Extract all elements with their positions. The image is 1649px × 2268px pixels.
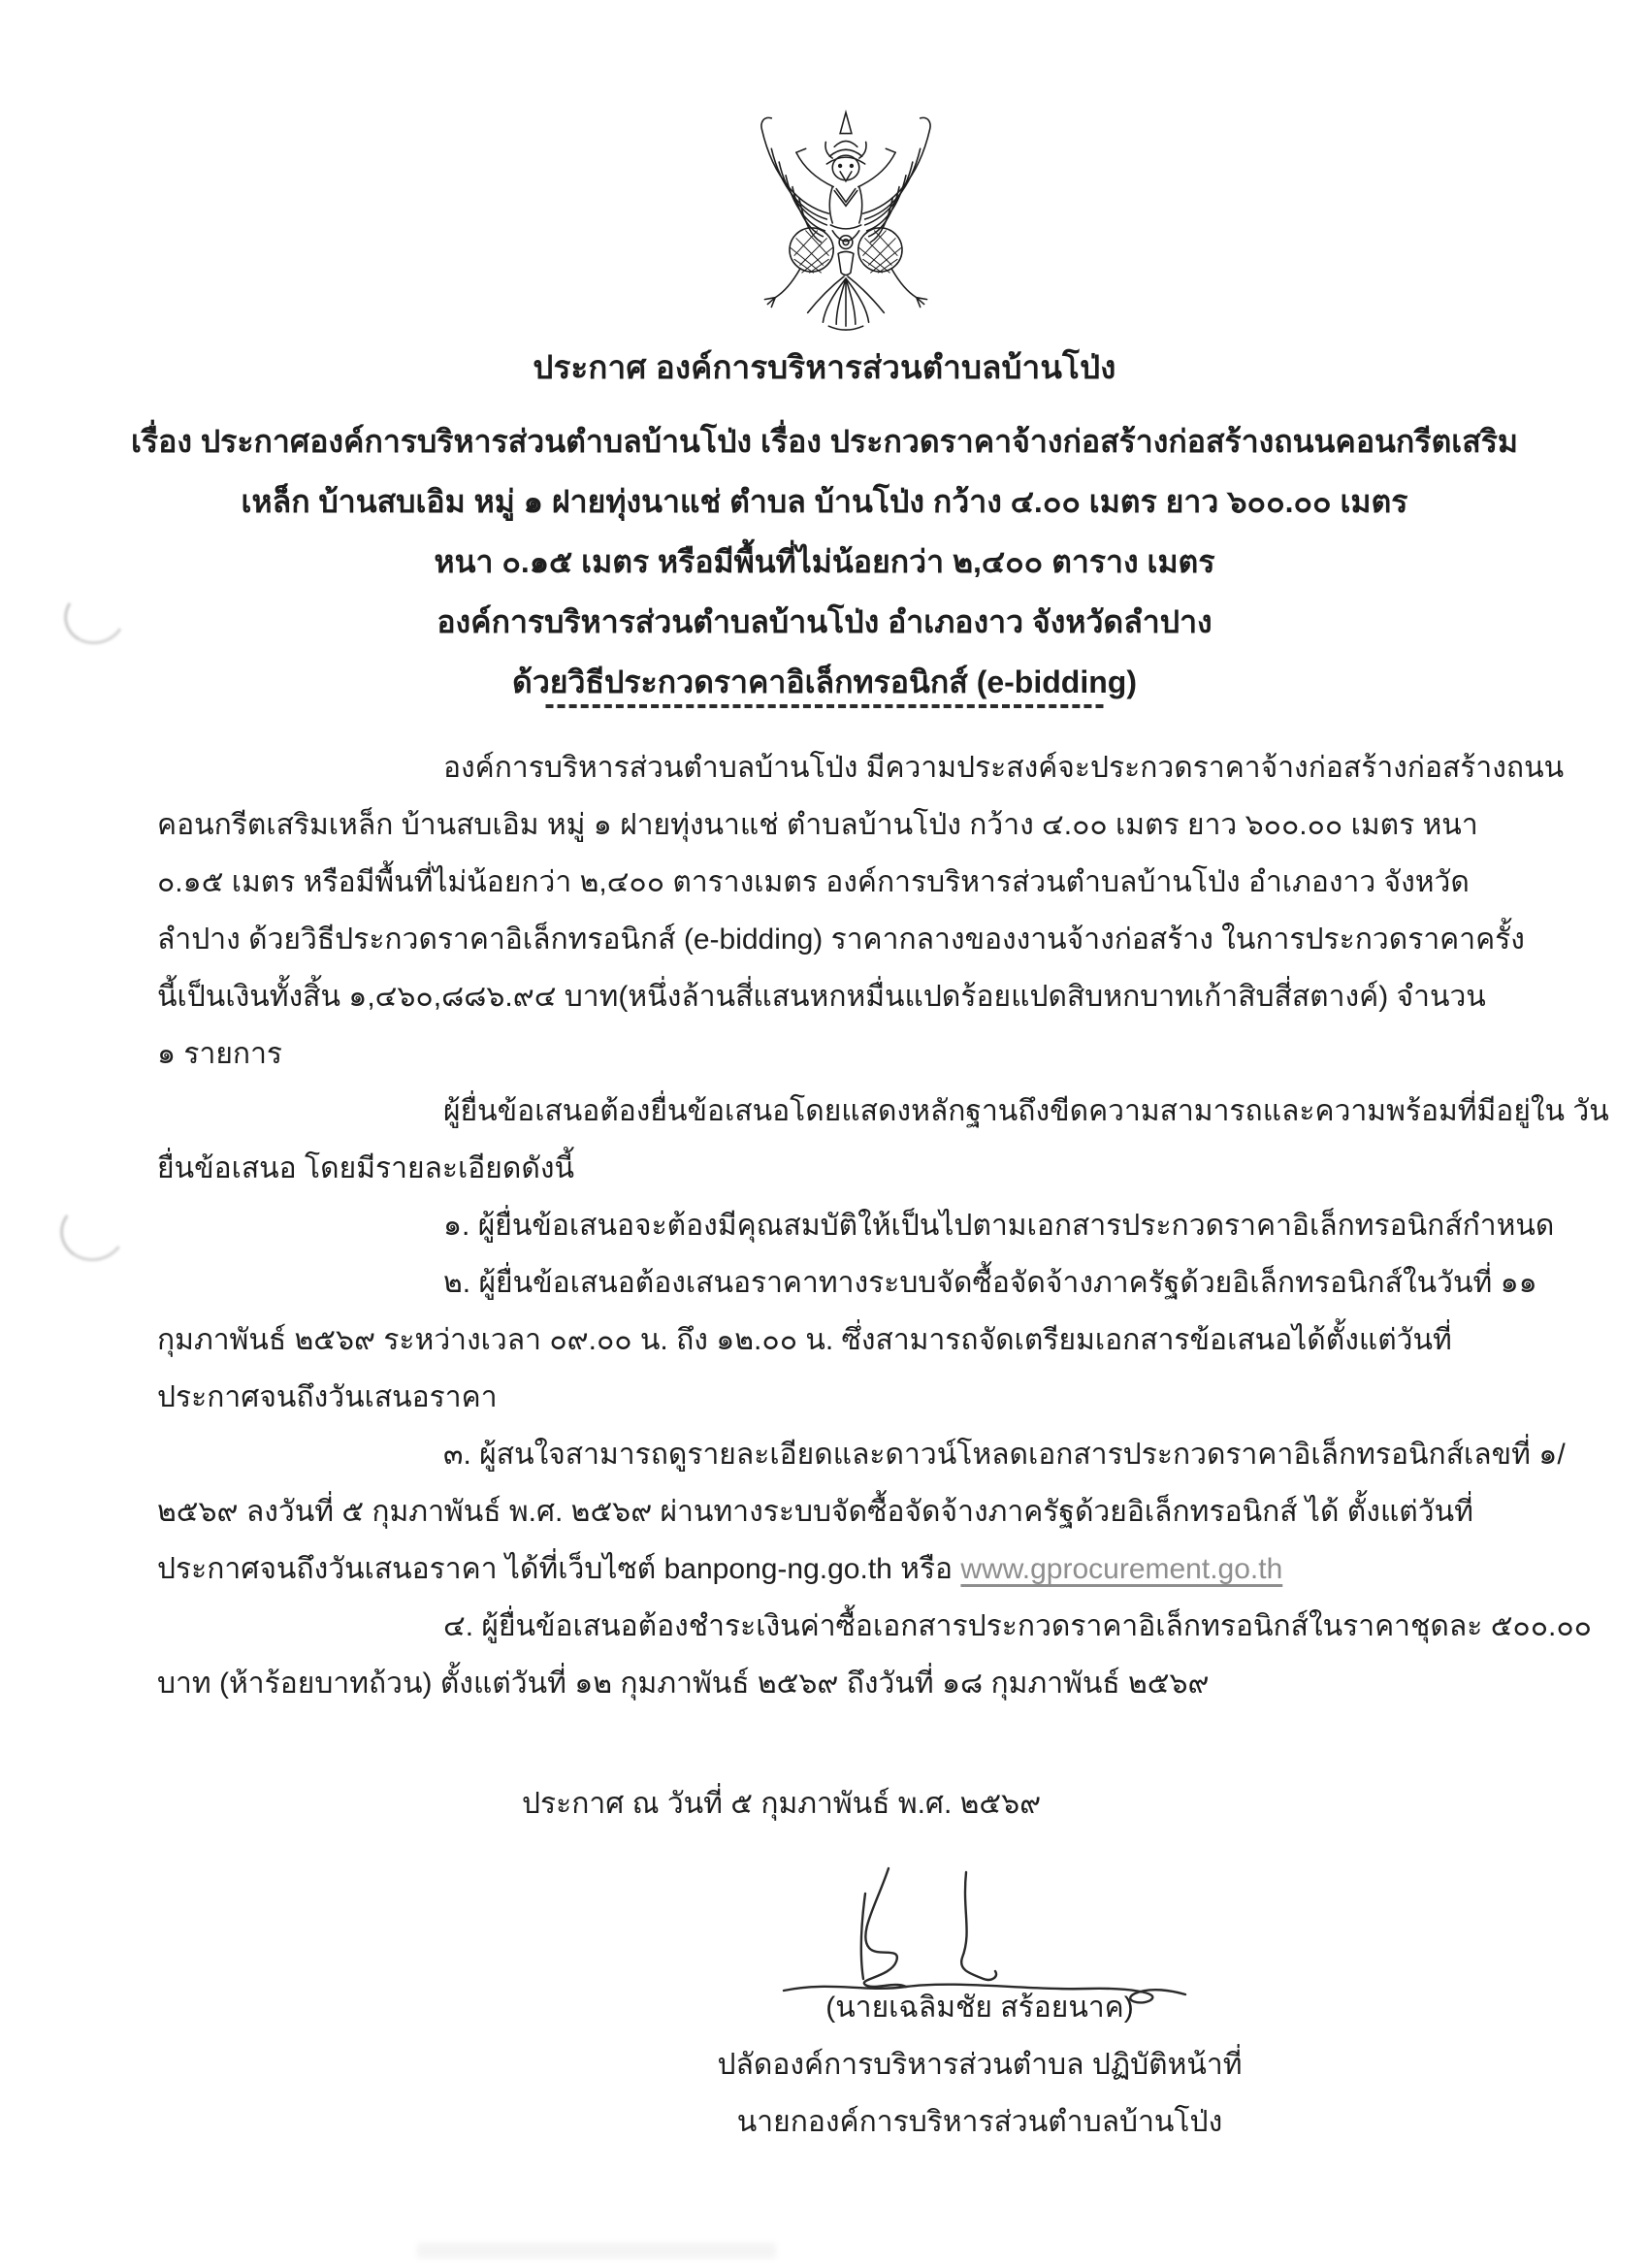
punch-hole-artifact bbox=[55, 1196, 131, 1267]
body-line: คอนกรีตเสริมเหล็ก บ้านสบเอิม หมู่ ๑ ฝายทุ่งนาแช่ ตำบลบ้านโป่ง กว้าง ๔.๐๐ เมตร ยาว ๖๐๐.๐๐ เมตร หนา bbox=[157, 809, 1478, 841]
list-item-2: ๒. ผู้ยื่นข้อเสนอต้องเสนอราคาทางระบบจัดซื้อจัดจ้างภาครัฐด้วยอิเล็กทรอนิกส์ในวันที่ ๑๑ bbox=[443, 1267, 1537, 1299]
body-line: นี้เป็นเงินทั้งสิ้น ๑,๔๖๐,๘๘๖.๙๔ บาท(หนึ่งล้านสี่แสนหกหมื่นแปดร้อยแปดสิบหกบาทเก้าสิบสี่สตางค์) จำนวน bbox=[157, 981, 1486, 1013]
subject-line: องค์การบริหารส่วนตำบลบ้านโป่ง อำเภองาว จังหวัดลำปาง bbox=[436, 604, 1212, 639]
body-line: องค์การบริหารส่วนตำบลบ้านโป่ง มีความประสงค์จะประกวดราคาจ้างก่อสร้างก่อสร้างถนน bbox=[443, 752, 1565, 784]
gprocurement-link[interactable]: www.gprocurement.go.th bbox=[960, 1553, 1283, 1585]
signer-name: (นายเฉลิมชัย สร้อยนาค) bbox=[825, 1992, 1134, 2024]
subject-block bbox=[0, 411, 1649, 712]
subject-line: หนา ๐.๑๕ เมตร หรือมีพื้นที่ไม่น้อยกว่า ๒,๔๐๐ ตาราง เมตร bbox=[434, 544, 1215, 579]
body-line: ลำปาง ด้วยวิธีประกวดราคาอิเล็กทรอนิกส์ (e-bidding) ราคากลางของงานจ้างก่อสร้าง ในการประกวดราคาครั้ง bbox=[157, 923, 1525, 956]
website-text: ประกาศจนถึงวันเสนอราคา ได้ที่เว็บไซต์ banpong-ng.go.th หรือ bbox=[157, 1553, 961, 1585]
subject-line: เรื่อง ประกาศองค์การบริหารส่วนตำบลบ้านโป่ง เรื่อง ประกวดราคาจ้างก่อสร้างก่อสร้างถนนคอนกรีตเสริม bbox=[130, 424, 1519, 459]
body-line: ๒๕๖๙ ลงวันที่ ๕ กุมภาพันธ์ พ.ศ. ๒๕๖๙ ผ่านทางระบบจัดซื้อจัดจ้างภาครัฐด้วยอิเล็กทรอนิกส์ ได้ ตั้งแต่วันที่ bbox=[157, 1496, 1473, 1528]
body-line: ๐.๑๕ เมตร หรือมีพื้นที่ไม่น้อยกว่า ๒,๔๐๐ ตารางเมตร องค์การบริหารส่วนตำบลบ้านโป่ง อำเภองาว จังหวัด bbox=[157, 866, 1470, 898]
scan-smudge-artifact bbox=[417, 2243, 776, 2258]
list-item-3: ๓. ผู้สนใจสามารถดูรายละเอียดและดาวน์โหลดเอกสารประกวดราคาอิเล็กทรอนิกส์เลขที่ ๑/ bbox=[443, 1439, 1566, 1471]
body-line: ผู้ยื่นข้อเสนอต้องยื่นข้อเสนอโดยแสดงหลักฐานถึงขีดความสามารถและความพร้อมที่มีอยู่ใน วัน bbox=[443, 1095, 1609, 1127]
announcement-date: ประกาศ ณ วันที่ ๕ กุมภาพันธ์ พ.ศ. ๒๕๖๙ bbox=[522, 1788, 1042, 1820]
body-line: ยื่นข้อเสนอ โดยมีรายละเอียดดังนี้ bbox=[157, 1152, 574, 1184]
list-item-4: ๔. ผู้ยื่นข้อเสนอต้องชำระเงินค่าซื้อเอกสารประกวดราคาอิเล็กทรอนิกส์ในราคาชุดละ ๕๐๐.๐๐ bbox=[443, 1610, 1592, 1642]
dashed-separator bbox=[546, 704, 1104, 708]
subject-line: เหล็ก บ้านสบเอิม หมู่ ๑ ฝายทุ่งนาแช่ ตำบล บ้านโป่ง กว้าง ๔.๐๐ เมตร ยาว ๖๐๐.๐๐ เมตร bbox=[241, 484, 1408, 519]
body-line: ประกาศจนถึงวันเสนอราคา bbox=[157, 1381, 498, 1413]
signer-position: นายกองค์การบริหารส่วนตำบลบ้านโป่ง bbox=[736, 2106, 1223, 2138]
garuda-emblem-icon bbox=[740, 107, 952, 340]
body-line: บาท (ห้าร้อยบาทถ้วน) ตั้งแต่วันที่ ๑๒ กุมภาพันธ์ ๒๕๖๙ ถึงวันที่ ๑๘ กุมภาพันธ์ ๒๕๖๙ bbox=[157, 1668, 1210, 1700]
document-body bbox=[157, 739, 1609, 1712]
body-line: กุมภาพันธ์ ๒๕๖๙ ระหว่างเวลา ๐๙.๐๐ น. ถึง ๑๒.๐๐ น. ซึ่งสามารถจัดเตรียมเอกสารข้อเสนอได้ตั้งแต่วันที่ bbox=[157, 1324, 1452, 1356]
body-line: ๑ รายการ bbox=[157, 1038, 283, 1070]
list-item-1: ๑. ผู้ยื่นข้อเสนอจะต้องมีคุณสมบัติให้เป็นไปตามเอกสารประกวดราคาอิเล็กทรอนิกส์กำหนด bbox=[443, 1210, 1555, 1242]
signer-position: ปลัดองค์การบริหารส่วนตำบล ปฏิบัติหน้าที่ bbox=[717, 2049, 1243, 2081]
signer-block bbox=[621, 1979, 1339, 2151]
page-title: ประกาศ องค์การบริหารส่วนตำบลบ้านโป่ง bbox=[533, 349, 1116, 385]
subject-line: ด้วยวิธีประกวดราคาอิเล็กทรอนิกส์ (e-bidding) bbox=[512, 664, 1137, 699]
body-line bbox=[157, 1540, 1505, 1598]
